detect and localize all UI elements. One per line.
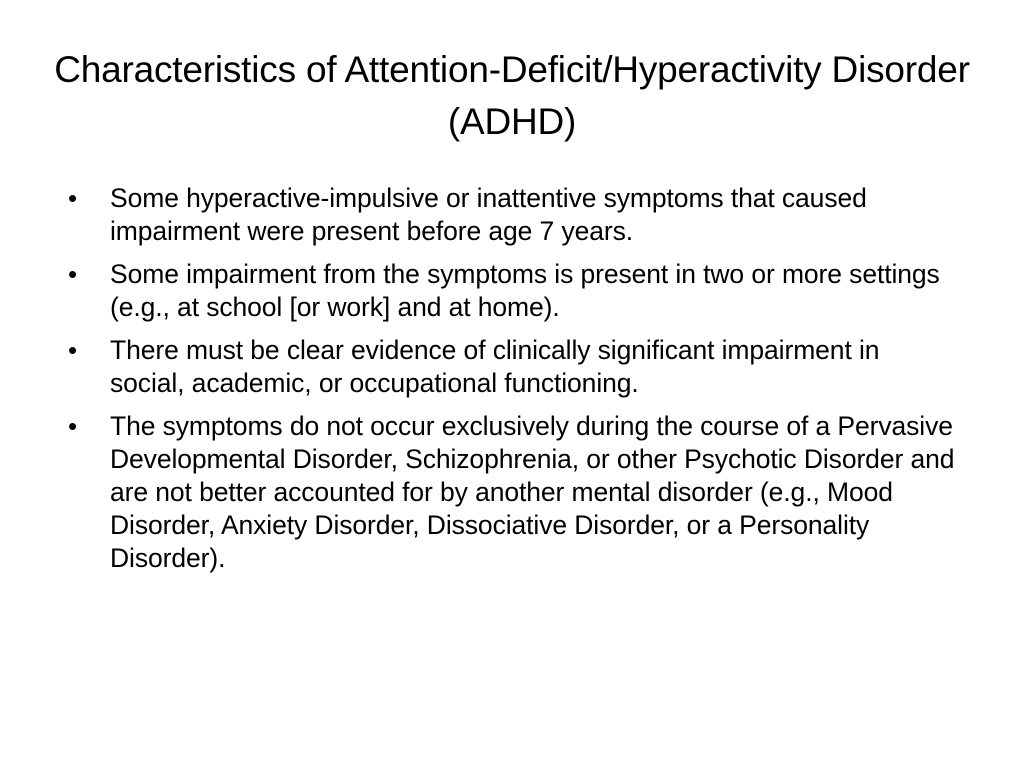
bullet-icon: • bbox=[68, 259, 78, 289]
slide-title: Characteristics of Attention-Deficit/Hyperactivity Disorder (ADHD) bbox=[54, 49, 970, 142]
bullet-item bbox=[60, 258, 960, 324]
bullet-text: The symptoms do not occur exclusively during the course of a Pervasive Developmental Disorder, Schizophrenia, or other Psychotic Disorder and are not better accounted for by another mental disorder (e.g., Mood Disorder, Anxiety Disorder, Dissociative Disorder, or a Personality Disorder). bbox=[110, 411, 955, 573]
bullet-item bbox=[60, 334, 960, 400]
bullet-item bbox=[60, 410, 960, 575]
bullet-icon: • bbox=[68, 335, 78, 365]
bullet-text: There must be clear evidence of clinically significant impairment in social, academic, or occupational functioning. bbox=[110, 335, 880, 398]
bullet-icon: • bbox=[68, 411, 78, 441]
bullet-text: Some hyperactive-impulsive or inattentive symptoms that caused impairment were present before age 7 years. bbox=[110, 183, 867, 246]
bullet-item bbox=[60, 182, 960, 248]
bullet-text: Some impairment from the symptoms is present in two or more settings (e.g., at school [or work] and at home). bbox=[110, 259, 940, 322]
bullet-list bbox=[60, 182, 960, 585]
bullet-icon: • bbox=[68, 183, 78, 213]
